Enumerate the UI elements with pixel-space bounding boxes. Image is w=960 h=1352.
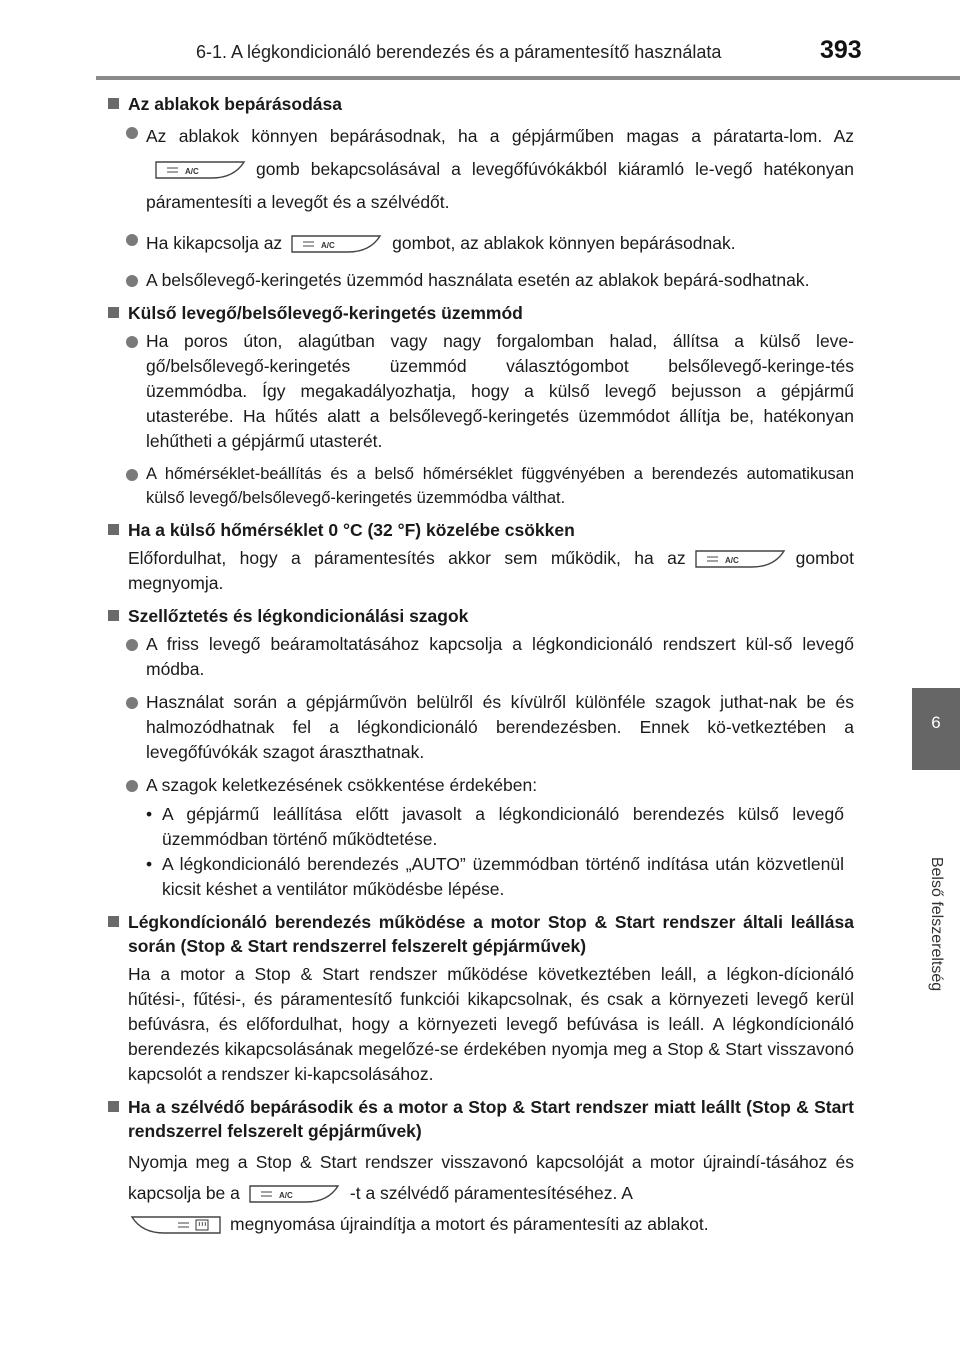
section-heading: Az ablakok bepárásodása bbox=[108, 92, 854, 116]
page-content bbox=[108, 92, 854, 1248]
chapter-side-label: Belső felszereltség bbox=[928, 856, 945, 992]
circle-bullet-icon bbox=[126, 639, 138, 651]
list-item: A szagok keletkezésének csökkentése érdekében: bbox=[108, 773, 854, 798]
list-item: A belsőlevegő-keringetés üzemmód használata esetén az ablakok bepárá-sodhatnak. bbox=[108, 268, 854, 293]
sub-list-item: • A gépjármű leállítása előtt javasolt a légkondicionáló berendezés külső levegő üzemmódban történő működtetése. bbox=[146, 804, 844, 849]
sub-bullet: • bbox=[146, 854, 153, 874]
paragraph: Nyomja meg a Stop & Start rendszer visszavonó kapcsolóját a motor újraindí-tásához és kapcsolja be a A/C -t a szélvédő páramentesítéséhez. A megnyomása újraindítja a motort és páramentesíti az ablakot. bbox=[108, 1147, 854, 1240]
ac-button-icon bbox=[248, 1183, 342, 1205]
page-header-title: 6-1. A légkondicionáló berendezés és a páramentesítő használata bbox=[196, 42, 722, 62]
sub-bullet: • bbox=[146, 804, 153, 824]
square-bullet-icon bbox=[108, 98, 119, 109]
section-heading: Szellőztetés és légkondicionálási szagok bbox=[108, 604, 854, 628]
square-bullet-icon bbox=[108, 524, 119, 535]
circle-bullet-icon bbox=[126, 336, 138, 348]
paragraph: Előfordulhat, hogy a páramentesítés akkor sem működik, ha az A/C gombot megnyomja. bbox=[128, 548, 854, 593]
sub-list-item: • A légkondicionáló berendezés „AUTO” üzemmódban történő indítása után közvetlenül kicsit késhet a ventilátor működésbe lépése. bbox=[146, 854, 844, 899]
square-bullet-icon bbox=[108, 1101, 119, 1112]
list-item: A hőmérséklet-beállítás és a belső hőmérséklet függvényében a berendezés automatikusan külső levegő/belsőlevegő-keringetés üzemmódba válthat. bbox=[108, 462, 854, 510]
list-item: Használat során a gépjárművön belülről és kívülről különféle szagok juthat-nak be és halmozódhatnak fel a légkondicionáló berendezésben. Ennek kö-vetkeztében a levegőfúvókák szagot áraszthatnak. bbox=[108, 690, 854, 765]
circle-bullet-icon bbox=[126, 234, 138, 246]
rear-defroster-button-icon bbox=[128, 1214, 222, 1236]
page-number: 393 bbox=[820, 36, 862, 64]
square-bullet-icon bbox=[108, 916, 119, 927]
circle-bullet-icon bbox=[126, 697, 138, 709]
circle-bullet-icon bbox=[126, 780, 138, 792]
svg-text:A/C: A/C bbox=[321, 241, 335, 251]
ac-button-icon bbox=[290, 233, 384, 255]
header-rule bbox=[96, 76, 960, 80]
list-item: Ha kikapcsolja az A/C gombot, az ablakok könnyen bepárásodnak. bbox=[108, 227, 854, 260]
svg-text:A/C: A/C bbox=[278, 1191, 293, 1201]
section-heading: Külső levegő/belsőlevegő-keringetés üzemmód bbox=[108, 301, 854, 325]
circle-bullet-icon bbox=[126, 275, 138, 287]
section-heading: Ha a külső hőmérséklet 0 °C (32 °F) közelébe csökken bbox=[108, 518, 854, 542]
paragraph: Ha a motor a Stop & Start rendszer működése következtében leáll, a légkon-dícionáló hűtési-, fűtési-, és páramentesítő funkciói kikapcsolnak, és csak a környezeti levegő kerül befúvásra, és előfordulhat, hogy a környezeti levegő befúvása is leáll. A légkondícionáló berendezés kikapcsolásának megelőzé-se érdekében nyomja meg a Stop & Start visszavonó kapcsolót a rendszer ki-kapcsolásához. bbox=[128, 964, 854, 1084]
circle-bullet-icon bbox=[126, 127, 138, 139]
list-item: A friss levegő beáramoltatásához kapcsolja a légkondicionáló rendszert kül-ső levegő módba. bbox=[108, 632, 854, 682]
square-bullet-icon bbox=[108, 610, 119, 621]
circle-bullet-icon bbox=[126, 469, 138, 481]
list-item: Az ablakok könnyen bepárásodnak, ha a gépjárműben magas a páratarta-lom. Az A/C gomb bekapcsolásával a levegőfúvókákból kiáramló le-vegő hatékonyan páramentesíti a levegőt és a szélvédőt. bbox=[108, 120, 854, 219]
svg-text:A/C: A/C bbox=[185, 167, 199, 177]
section-heading: Légkondícionáló berendezés működése a motor Stop & Start rendszer általi leállása során (Stop & Start rendszerrel felszerelt gépjárművek) bbox=[108, 910, 854, 958]
section-heading: Ha a szélvédő bepárásodik és a motor a Stop & Start rendszer miatt leállt (Stop & Start rendszerrel felszerelt gépjárművek) bbox=[108, 1095, 854, 1143]
svg-text:A/C: A/C bbox=[724, 556, 739, 566]
chapter-tab-number: 6 bbox=[931, 713, 941, 732]
ac-button-icon bbox=[694, 548, 788, 570]
ac-button-icon bbox=[154, 159, 248, 181]
list-item: Ha poros úton, alagútban vagy nagy forgalomban halad, állítsa a külső leve-gő/belsőlevegő-keringetés üzemmód választógombot belsőlevegő-keringe-tés üzemmódba. Így megakadályozhatja, hogy a külső levegő bejusson a gépjármű utasterébe. Ha hűtés alatt a belsőlevegő-keringetés üzemmódot állítja be, hatékonyan lehűtheti a gépjármű utasterét. bbox=[108, 329, 854, 454]
square-bullet-icon bbox=[108, 307, 119, 318]
